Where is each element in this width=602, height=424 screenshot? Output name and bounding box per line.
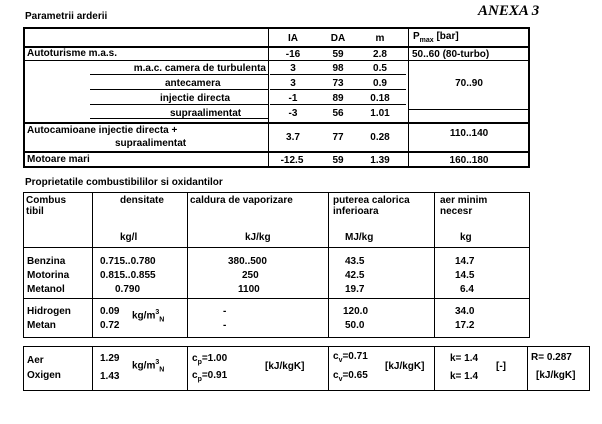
unit-power: MJ/kg bbox=[345, 232, 374, 243]
pmax-group: 70..90 bbox=[455, 78, 483, 89]
gas-density-unit: $kg/m^3_N$ bbox=[132, 309, 165, 324]
annex-label: ANEXA 3 bbox=[478, 3, 540, 19]
row-label: Autoturisme m.a.s. bbox=[27, 48, 118, 59]
row-label: Motoare mari bbox=[27, 154, 90, 165]
row-label: injectie directa bbox=[160, 93, 231, 104]
unit-heat: kJ/kg bbox=[245, 232, 271, 243]
row-label: supraalimentat bbox=[170, 108, 242, 119]
header-pmax: $P_{max}$ [bar] bbox=[413, 31, 459, 44]
row-label: supraalimentat bbox=[115, 138, 187, 149]
row-label: antecamera bbox=[165, 78, 221, 89]
header-m: m bbox=[375, 33, 385, 44]
unit-air: kg bbox=[460, 232, 472, 243]
gas-density-unit: $kg/m^3_N$ bbox=[132, 359, 165, 374]
row-label: m.a.c. camera de turbulenta bbox=[133, 63, 266, 74]
section2-title: Proprietatile combustibililor si oxidantilor bbox=[25, 177, 223, 188]
unit-density: kg/l bbox=[120, 232, 138, 243]
header-ia: IA bbox=[288, 33, 298, 44]
header-da: DA bbox=[330, 33, 346, 44]
row-label: Autocamioane injectie directa + bbox=[27, 125, 178, 136]
section1-title: Parametrii arderii bbox=[25, 11, 108, 22]
